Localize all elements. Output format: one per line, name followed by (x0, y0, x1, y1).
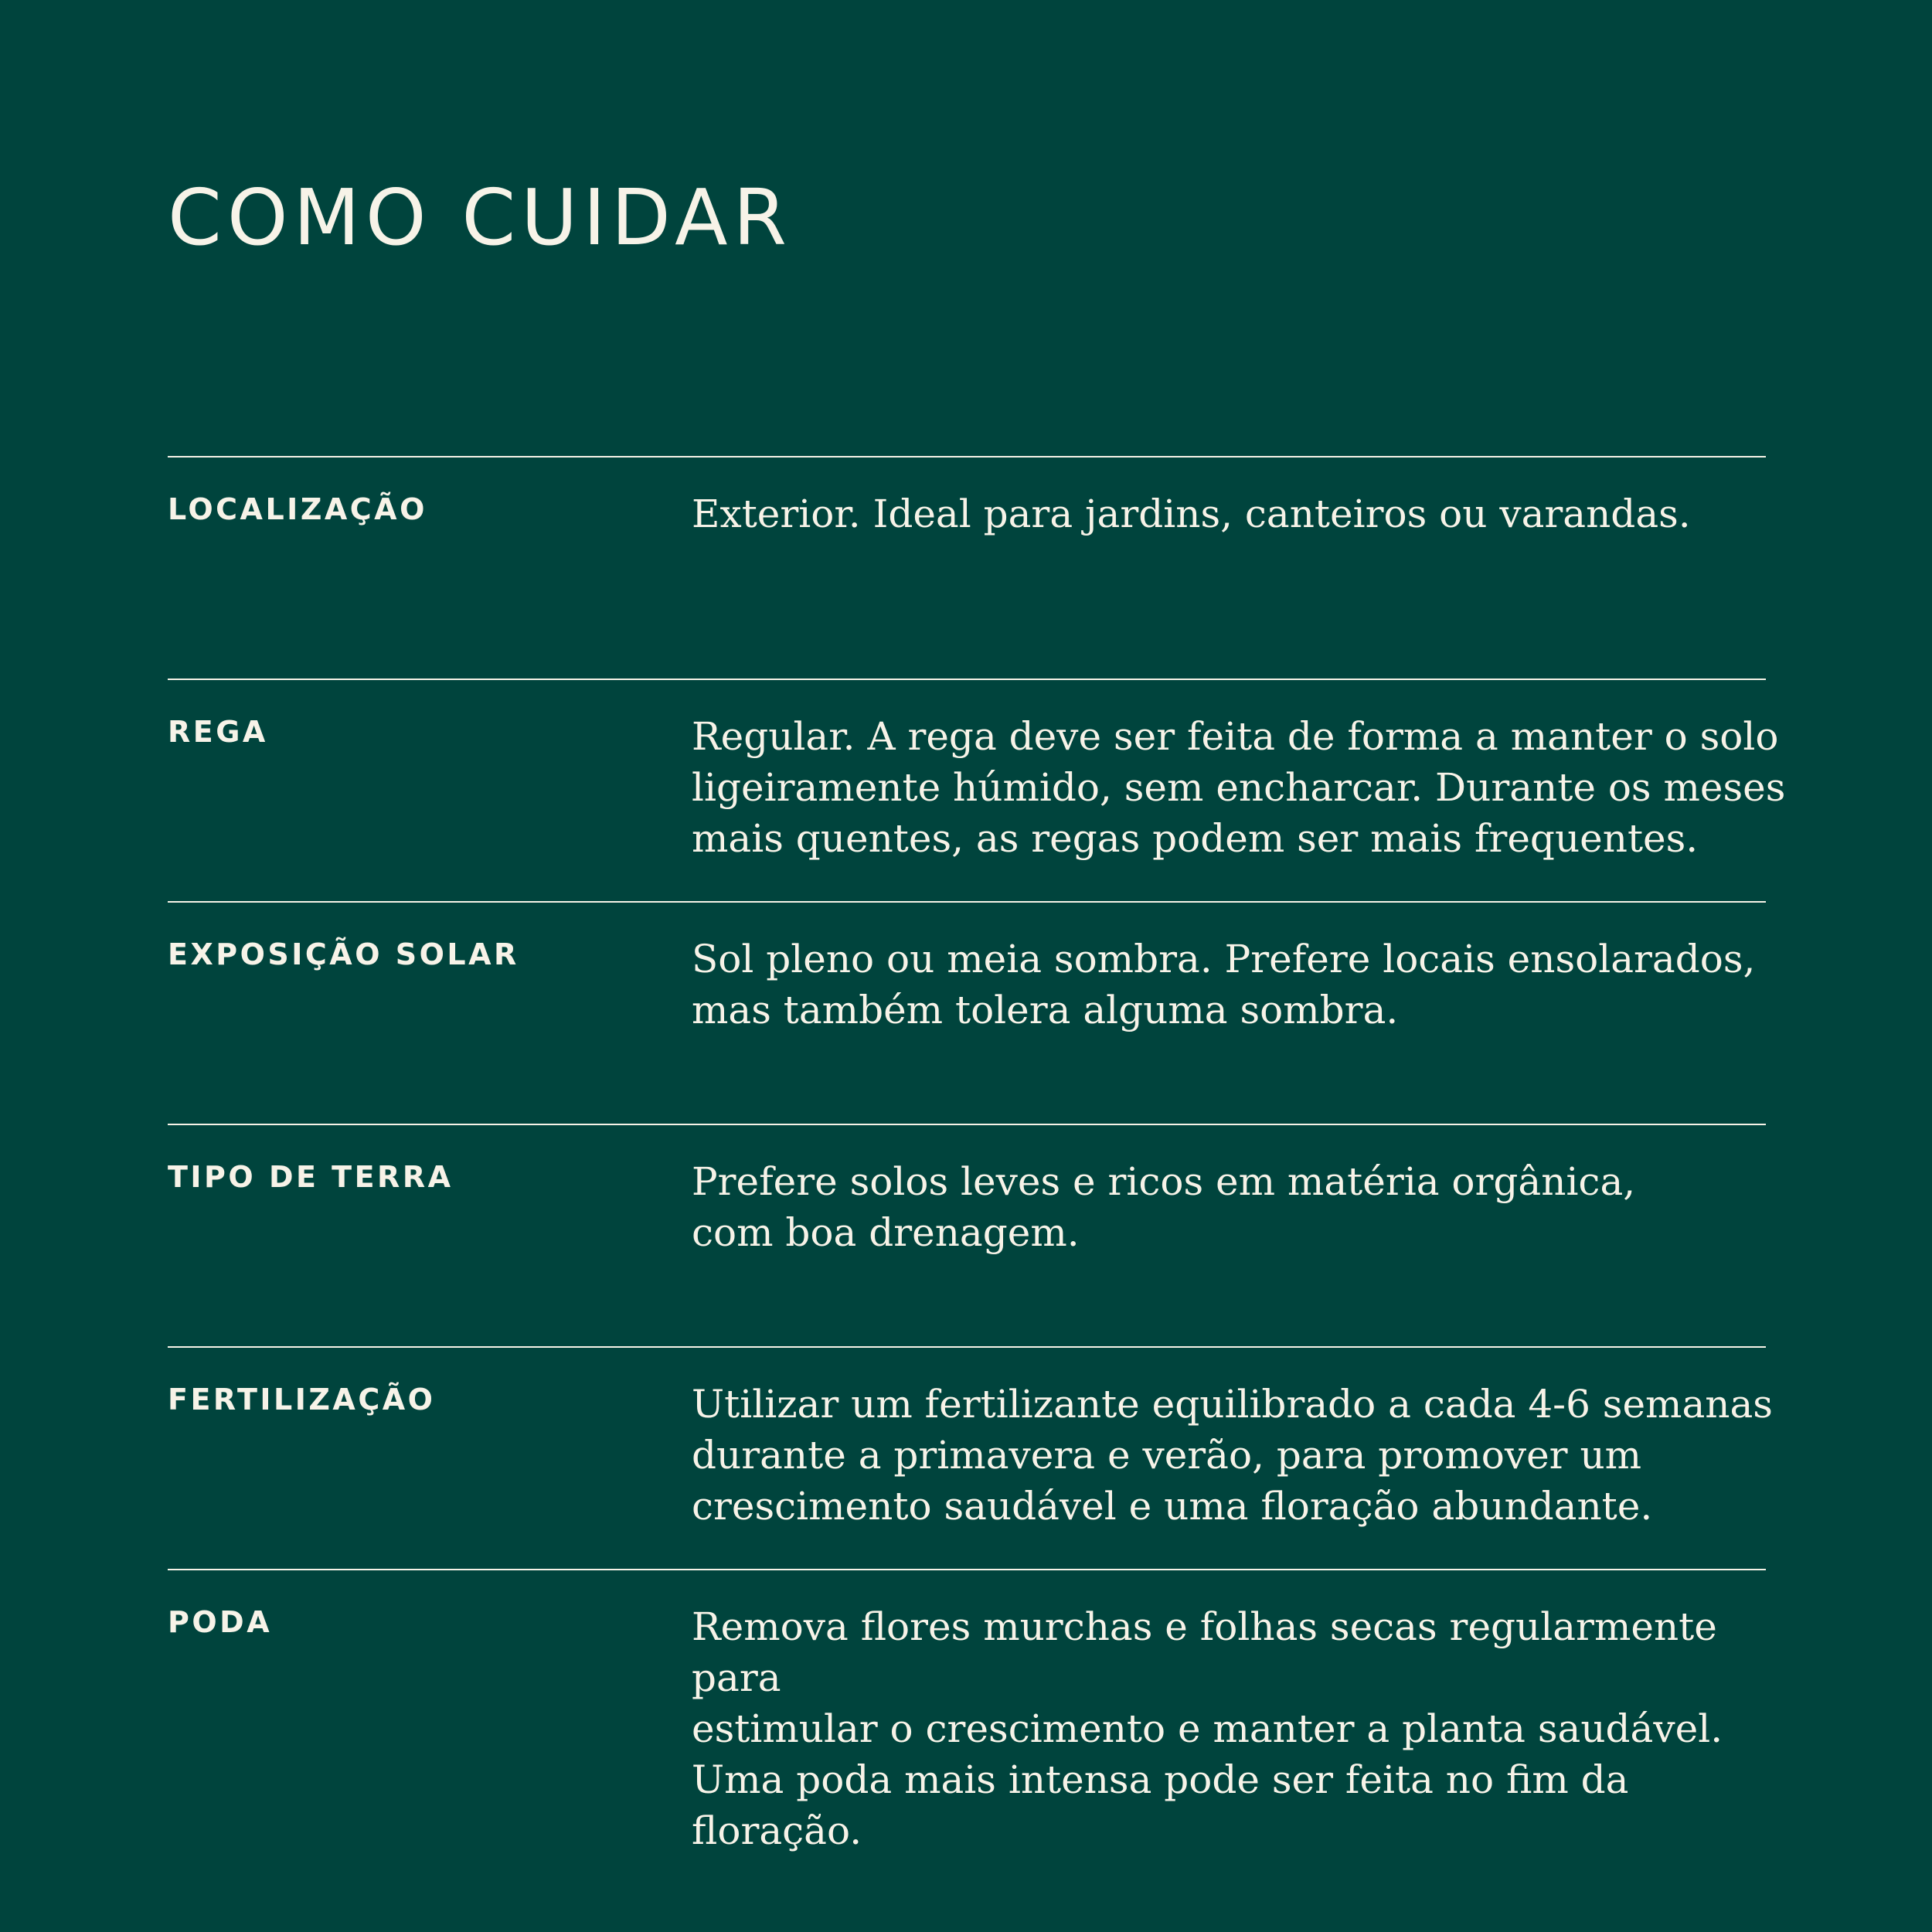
care-row-rega (168, 679, 1786, 901)
care-label: EXPOSIÇÃO SOLAR (168, 937, 519, 971)
care-row-localizacao (168, 456, 1766, 679)
care-text: Sol pleno ou meia sombra. Prefere locais ensolarados, mas também tolera alguma sombra. (692, 937, 1756, 1032)
care-label: REGA (168, 715, 268, 749)
care-label: PODA (168, 1605, 273, 1639)
care-row-fertilizacao (168, 1346, 1773, 1569)
care-label: FERTILIZAÇÃO (168, 1383, 436, 1417)
care-text: Regular. A rega deve ser feita de forma a manter o solo ligeiramente húmido, sem encharcar. Durante os meses mais quentes, as regas podem ser mais frequentes. (692, 714, 1786, 861)
care-label: LOCALIZAÇÃO (168, 492, 427, 526)
care-text: Remova flores murchas e folhas secas regularmente para estimular o crescimento e manter a planta saudável. Uma poda mais intensa pode ser feita no fim da floração. (692, 1604, 1723, 1853)
care-label: TIPO DE TERRA (168, 1160, 454, 1194)
care-text: Utilizar um fertilizante equilibrado a cada 4-6 semanas durante a primavera e verão, para promover um crescimento saudável e uma floração abundante. (692, 1382, 1773, 1529)
care-row-tipo-de-terra (168, 1124, 1766, 1346)
care-row-exposicao-solar (168, 901, 1766, 1124)
care-text: Prefere solos leves e ricos em matéria orgânica, com boa drenagem. (692, 1159, 1636, 1255)
care-list (168, 456, 1786, 1853)
care-row-poda (168, 1569, 1766, 1853)
care-text: Exterior. Ideal para jardins, canteiros ou varandas. (692, 492, 1691, 536)
page-title: COMO CUIDAR (168, 172, 792, 263)
